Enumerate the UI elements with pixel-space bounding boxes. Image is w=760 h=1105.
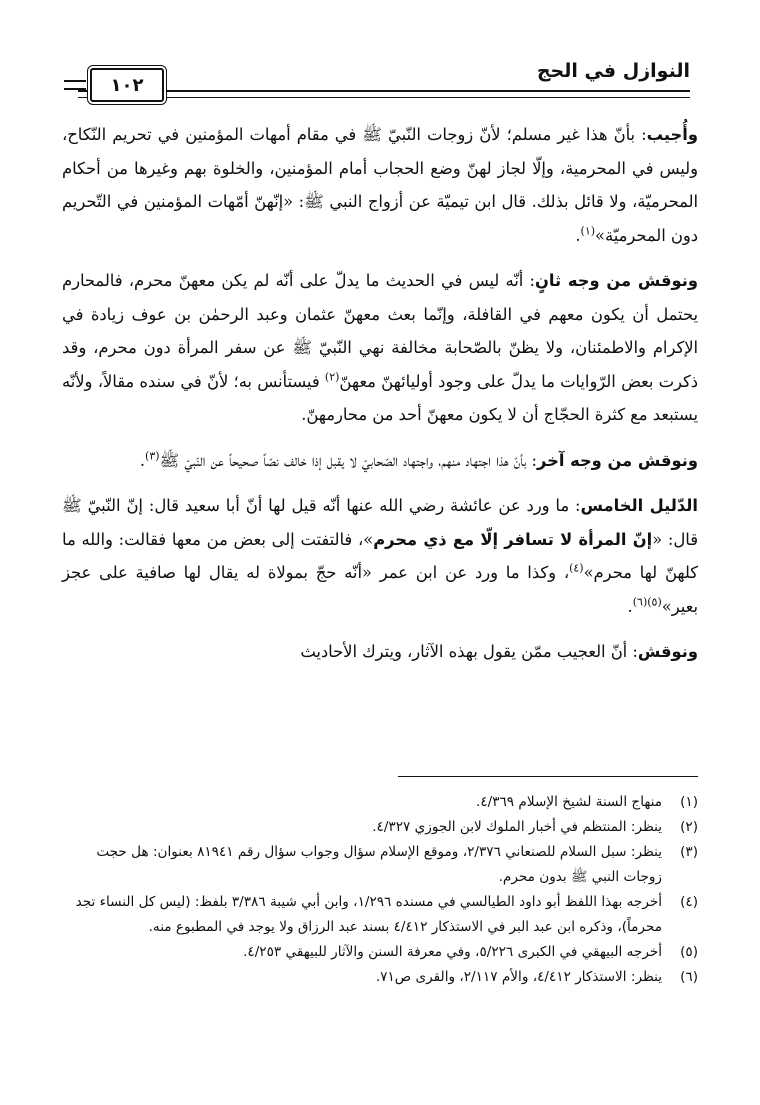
footnote-number: (٦) [680,969,698,985]
footnote-separator [398,776,698,777]
footnote [62,940,698,965]
paragraph-lead: ونوقش من وجه ثانٍ [535,271,698,290]
paragraph-objection-4 [62,635,698,669]
paragraph-tail: . [575,225,581,245]
paragraph-text: : بأنّ هذا اجتهاد منهم، واجتهاد الصّحابيّ لا يقبل إذا خالف نصّاً صحيحاً عن النّبيّ ﷺ [159,450,537,470]
footnote-text: أخرجه البيهقي في الكبرى ٥/٢٢٦، وفي معرفة السنن والآثار للبيهقي ٤/٢٥٣. [243,944,662,960]
footnote-number: (٤) [680,894,698,910]
paragraph-answer [62,118,698,252]
footnote-number: (٥) [680,944,698,960]
footnote-number: (٣) [680,844,698,860]
footnote-ref: (٤) [569,561,584,575]
paragraph-objection-2 [62,264,698,432]
footnote-text: ينظر: المنتظم في أخبار الملوك لابن الجوزي ٤/٣٢٧. [372,819,662,835]
footnote [62,815,698,840]
paragraph-lead: ونوقش [637,642,698,661]
paragraph-lead: الدّليل الخامس [580,496,698,515]
footnote-ref: (٣) [145,449,160,463]
paragraph-text: : ما ورد عن عائشة رضي الله عنها أنّه قيل لها أنّ أبا سعيد قال: إنّ النّبيّ ﷺ قال: « [62,496,698,549]
paragraph-fifth-evidence [62,489,698,623]
footnote-text: ينظر: الاستذكار ٤/٤١٢، والأم ٢/١١٧، والقرى ص٧١. [375,969,662,985]
footnote [62,965,698,990]
paragraph-text: : بأنّ هذا غير مسلم؛ لأنّ زوجات النّبيّ ﷺ في مقام أمهات المؤمنين في تحريم النّكاح، وليس في المحرمية، وإلّا لجاز لهنّ وضع الحجاب أمام المؤمنين، والخلوة بهم وغيرها من أحكام المحرميّة، ولا قائل بذلك. قال ابن تيميّة عن أزواج النبي ﷺ: «إنّهنّ أمّهات المؤمنين في التّحريم دون المحرميّة» [62,125,698,245]
hadith-quote: إنّ المرأة لا تسافر إلّا مع ذي محرم [373,529,653,549]
paragraph-tail: . [139,450,146,470]
footnote [62,890,698,940]
paragraph-tail: فيستأنس به؛ لأنّ في سنده مقالاً، ولأنّه يستبعد مع كثرة الحجّاج أن لا يكون معهنّ أحد من محارمهنّ. [62,371,698,424]
footnote-ref: (١) [580,224,596,238]
footnote-number: (٢) [680,819,698,835]
page-header [60,56,690,96]
main-text [62,118,698,681]
paragraph-text-2: »، فالتفتت إلى بعض من معها فقالت: والله ما كلهنّ لها محرم» [62,529,698,582]
page-number: ١٠٢ [90,68,164,102]
footnote-ref: (٢) [324,370,340,384]
paragraph-lead: وأُجيب [646,125,698,144]
footnote [62,840,698,890]
page-number-ornament [64,80,86,90]
paragraph-tail-2: . [627,596,633,616]
header-rule [78,90,690,98]
paragraph-text: : أنّ العجيب ممّن يقول بهذه الآثار، ويترك الأحاديث [300,642,638,661]
footnotes [62,790,698,990]
footnote [62,790,698,815]
footnote-number: (١) [680,794,698,810]
paragraph-tail: ، وكذا ما ورد عن ابن عمر «أنّه حجّ بمولاة له يقال لها صافية على عجز بعير» [62,563,698,616]
footnote-text: أخرجه بهذا اللفظ أبو داود الطيالسي في مسنده ١/٢٩٦، وابن أبي شيبة ٣/٣٨٦ بلفظ: (ليس كل النساء تجد محرماً)، وذكره ابن عبد البر في الاستذكار ٤/٤١٢ بسند عبد الرزاق ولا يوجد في المطبوع منه. [75,894,662,935]
paragraph-text: : أنّه ليس في الحديث ما يدلّ على أنّه لم يكن معهنّ محرم، فالمحارم يحتمل أن يكون معهم في القافلة، وإنّما بعث معهنّ عثمان وعبد الرحمٰن بن عوف زيادة في الإكرام والاطمئنان، ولا يظنّ بالصّحابة مخالفة نهي النّبيّ ﷺ عن سفر المرأة دون محرم، وقد ذكرت بعض الرّوايات ما يدلّ على وجود أوليائهنّ معهنّ [62,271,698,391]
footnote-ref: (٥)(٦) [632,595,662,609]
paragraph-lead: ونوقش من وجه آخر [536,450,698,470]
running-title: النوازل في الحج [536,60,690,82]
footnote-text: ينظر: سبل السلام للصنعاني ٢/٣٧٦، وموقع الإسلام سؤال وجواب سؤال رقم ٨١٩٤١ بعنوان: هل حجت زوجات النبي ﷺ بدون محرم. [96,844,662,885]
footnote-text: منهاج السنة لشيخ الإسلام ٤/٣٦٩. [475,794,662,810]
paragraph-objection-3 [62,444,698,478]
